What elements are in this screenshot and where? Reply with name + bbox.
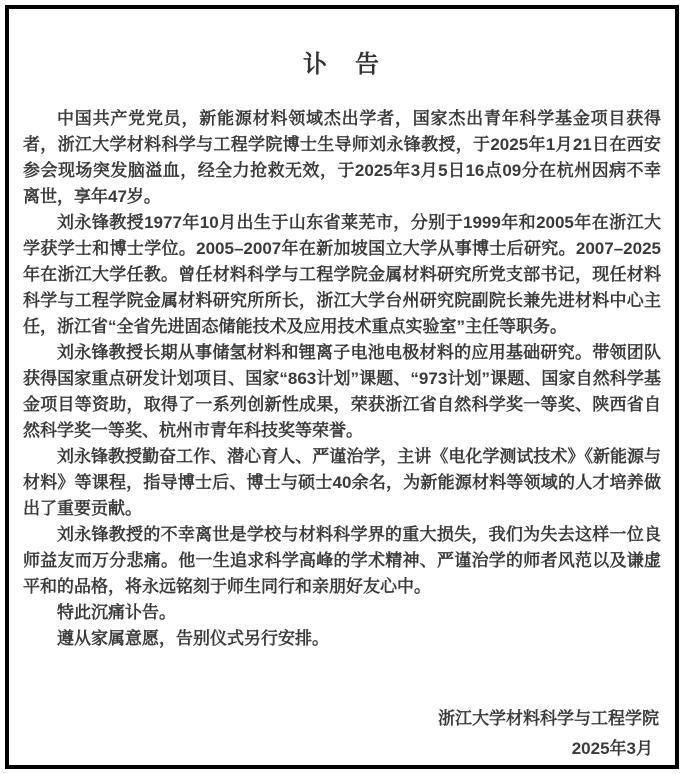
signature-block xyxy=(23,704,661,764)
signature-date: 2025年3月 xyxy=(571,739,653,759)
paragraph-teaching: 刘永锋教授勤奋工作、潜心育人、严谨治学，主讲《电化学测试技术》《新能源与材料》等课程，指导博士后、博士与硕士40余名，为新能源材料等领域的人才培养做出了重要贡献。 xyxy=(23,447,661,519)
paragraph-research: 刘永锋教授长期从事储氢材料和锂离子电池电极材料的应用基础研究。带领团队获得国家重点研发计划项目、国家“863计划”课题、“973计划”课题、国家自然科学基金项目等资助，取得了一系列创新性成果，荣获浙江省自然科学奖一等奖、陕西省自然科学奖一等奖、杭州市青年科技奖等荣誉。 xyxy=(23,343,661,441)
obituary-body xyxy=(23,106,661,652)
paragraph-arrangement: 遵从家属意愿，告别仪式另行安排。 xyxy=(57,629,329,649)
signature-organization: 浙江大学材料科学与工程学院 xyxy=(438,709,659,729)
paragraph-intro: 中国共产党党员，新能源材料领域杰出学者，国家杰出青年科学基金项目获得者，浙江大学材料科学与工程学院博士生导师刘永锋教授，于2025年1月21日在西安参会现场突发脑溢血，经全力抢救无效，于2025年3月5日16点09分在杭州因病不幸离世，享年47岁。 xyxy=(23,109,661,207)
paragraph-notice: 特此沉痛讣告。 xyxy=(57,603,176,623)
paragraph-condolence: 刘永锋教授的不幸离世是学校与材料科学界的重大损失，我们为失去这样一位良师益友而万分悲痛。他一生追求科学高峰的学术精神、严谨治学的师者风范以及谦虚平和的品格，将永远铭刻于师生同行和亲朋好友心中。 xyxy=(23,525,661,597)
page-title: 讣 告 xyxy=(303,51,381,78)
paragraph-biography: 刘永锋教授1977年10月出生于山东省莱芜市，分别于1999年和2005年在浙江大学获学士和博士学位。2005–2007年在新加坡国立大学从事博士后研究。2007–2025年在浙江大学任教。曾任材料科学与工程学院金属材料研究所党支部书记，现任材料科学与工程学院金属材料研究所所长，浙江大学台州研究院副院长兼先进材料中心主任，浙江省“全省先进固态储能技术及应用技术重点实验室”主任等职务。 xyxy=(23,213,661,337)
obituary-page xyxy=(5,5,679,769)
